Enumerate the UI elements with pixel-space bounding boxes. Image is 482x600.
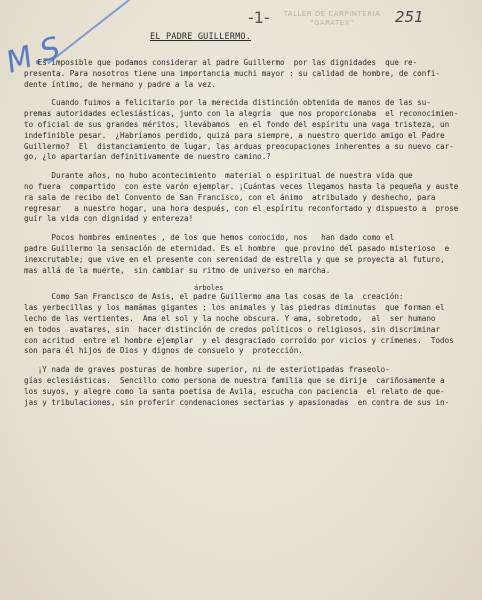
- paragraph: [24, 225, 474, 276]
- text-line: indefinible pesar. ¿Habríamos perdido, quizá para siempre, a nuestro querido amigo el Padre: [24, 130, 445, 140]
- text-line: gías eclesiásticas. Sencillo como persona de nuestra familia que se dirije cariñosamente a: [24, 375, 445, 385]
- text-line: con acritud entre el hombre ejemplar y el desgraciado corroído por vicios y crímenes. Todos: [24, 335, 454, 345]
- text-line: las yerbecillas y los mamámas gigantes ; los animales y las piedras diminutas que forman el: [24, 303, 445, 313]
- text-line: ¡Y nada de graves posturas de hombre superior, ni de esteriotipadas fraseolo-: [24, 365, 390, 375]
- text-line: presenta. Para nosotros tiene una importancia muchi mayor : su calidad de hombre, de confi-: [24, 68, 441, 78]
- text-line: no fuera compartido con este varón ejemplar. ¡Cuántas veces llegamos hasta la pequeña y auste: [24, 181, 459, 191]
- page-number: -1-: [248, 8, 270, 27]
- text-line: Guillermo? El distanciamiento de lugar, las arduas preocupaciones inherentes a su nuevo car-: [24, 141, 454, 151]
- body-text: [24, 58, 474, 408]
- text-line: Es imposible que podamos considerar al padre Guillermo por las dignidades que re-: [24, 58, 418, 67]
- text-line: dente íntimo, de hermano y padre a la vez.: [24, 79, 217, 89]
- document-title: EL PADRE GUILLERMO.: [150, 32, 252, 42]
- text-line: to oficial de sus grandes méritos, llevábamos en el fondo del espíritu una vaga tristeza, un: [24, 119, 450, 129]
- text-line: inexcrutable; que vive en el presente con serenidad de estrella y que se proyecta al futuro,: [24, 254, 445, 264]
- paragraph: [24, 58, 474, 90]
- text-line: Como San Francisco de Asís, el padre Guillermo ama las cosas de la creación:: [24, 292, 404, 302]
- paragraph: [24, 276, 474, 357]
- text-line: regresar a nuestro hogar, una hora después, con el espíritu reconfortado y dispuesto a prose: [24, 203, 459, 213]
- paragraph-gap: [24, 225, 474, 233]
- text-line: en todos avatares, sin hacer distinción de credos políticos o religiosos, sin discriminar: [24, 324, 441, 334]
- text-line: ra sala de recibo del Convento de San Francisco, con el ánimo atribulado y deshecho, para: [24, 192, 436, 202]
- text-line: Pocos hombres eminentes , de los que hemos conocido, nos han dado como el: [24, 233, 395, 243]
- text-line: Cuando fuimos a felicitario por la merecida distinción obtenida de manos de las su-: [24, 98, 431, 108]
- handwritten-number: 251: [395, 8, 424, 26]
- text-line: padre Guillermo la sensación de eternidad. Es el hombre que provino del pasado misterioso e: [24, 243, 450, 253]
- text-line: lecho de las vertientes. Ama el sol y la noche obscura. Y ama, sobretodo, al ser humano: [24, 313, 436, 323]
- stamp-line-2: "GARATEX": [310, 19, 354, 27]
- paragraph: [24, 90, 474, 163]
- text-line: son para él hijos de Dios y dignos de consuelo y protección.: [24, 346, 303, 356]
- margin-initials: M.S: [1, 30, 65, 81]
- text-line: go, ¿lo apartarían definitivamente de nuestro camino.?: [24, 152, 271, 162]
- paragraph: [24, 163, 474, 225]
- text-line: los suyos, y alegre como la santa poetisa de Avila, escucha con paciencia el relato de que-: [24, 386, 445, 396]
- workshop-stamp: [282, 10, 382, 28]
- paragraph-gap: [24, 357, 474, 365]
- text-line: jas y tribulaciones, sin proferir condenaciones sectarias y apasionadas en contra de sus in-: [24, 397, 450, 407]
- paragraph-gap: [24, 276, 474, 284]
- stamp-line-1: TALLER DE CARPINTERIA: [283, 10, 381, 18]
- text-line: Durante años, no hubo acontecimiento material o espiritual de nuestra vida que: [24, 171, 413, 181]
- paragraph: [24, 357, 474, 408]
- paragraph-gap: [24, 163, 474, 171]
- handwritten-insertion: árboles: [194, 284, 224, 293]
- text-line: premas autoridades eclesiásticas, junto con la alegría que nos proporcionaba el reconocimien-: [24, 109, 459, 119]
- text-line: guir la vida con dignidad y entereza!: [24, 214, 194, 224]
- text-line: mas allá de la muerte, sin cambiar su ritmo de universo en marcha.: [24, 265, 331, 275]
- paragraph-gap: [24, 90, 474, 98]
